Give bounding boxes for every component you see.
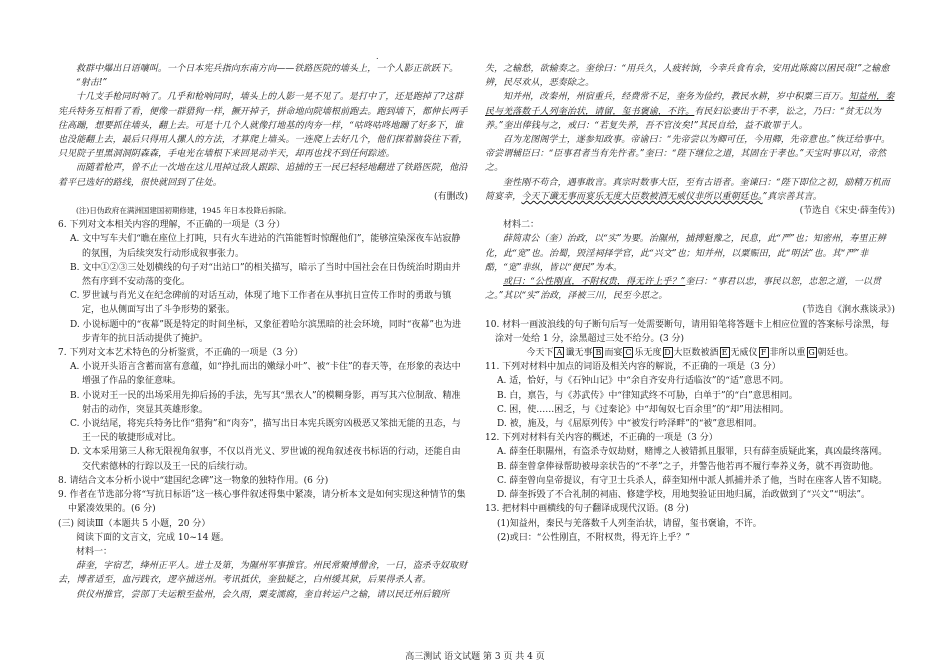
story-paragraph: 救群中爆出日语嚷叫。一个日本宪兵指向东南方向——铁路医院的墙头上，一个人影正欲跃下。 bbox=[76, 64, 459, 74]
box-c[interactable]: C bbox=[625, 348, 632, 358]
question-10: 10. 材料一画波浪线的句子断句后写一处需要断句，请用铅笔将答题卡上相应位置的答案标号涂黑，每涂对一处给 1 分，涂黑超过三处不给分。(3 分) bbox=[485, 319, 890, 344]
question-13-part-2: (2)或曰：“公性刚直，不附权贵，得无许上乎？” bbox=[497, 532, 690, 543]
option-11d: D. 被，施及，与《屈原列传》中“被发行吟泽畔”的“被”意思相同。 bbox=[497, 419, 763, 430]
box-e[interactable]: E bbox=[720, 347, 730, 358]
option-12d: D. 薛奎拆毁了不合礼制的祠庙、修建学校，用地契验证田地归属，治政做到了“兴文”“明法”。 bbox=[497, 490, 871, 501]
material-1-text: 供仪州推官，尝部丁夫运粮至盐州，会久雨，粟麦濡腐，奎自转运户之输，请以民迁州后锻所 bbox=[76, 589, 450, 600]
underlined-sentence-1: 知益州，秦民与羌落数千人列奎治状，请留，玺书褒谕，不许。 bbox=[485, 92, 895, 117]
material-1-text: 失，之输愁，欲输奏之。奎徐曰：“用兵久，人疲转饷，今幸兵食有余，安用此陈腐以困民哉!”之输愈辨，民尽欢从，恶奏除之。 bbox=[485, 64, 890, 89]
source-2: (节选自《涧水燕谈录》) bbox=[802, 305, 895, 316]
question-9: 9. 作者在节选部分将“写抗日标语”这一核心事件叙述得集中紧凑，请分析本文是如何实现这种情节的集中紧凑效果的。(6 分) bbox=[58, 490, 466, 515]
material-1-text: 薛奎，字宿艺，绛州正平人。进士及第，为隰州军事推官。州民常聚博僧舍，一日，盗杀寺奴取财去，博者适至，血污践衣，逻卒捕送州。考讯抵伏，奎独疑之，白州缓其狱，后果得杀人者。 bbox=[58, 561, 468, 586]
material-2-text: 薛简肃公（奎）治政，以“实”为要。治隰州，捕搏魁豫之，民息，此“严”也；知密州，寿里正辨化，此“宽”也。治蜀，毁淫祠择学官，此“兴文”也；知并州，以粟赈田，此“明法”也。其“严”非酷，“宽”非纵，皆以“便民”为本。 bbox=[485, 234, 886, 273]
question-11: 11. 下列对材料中加点的词语及相关内容的解说，不正确的一项是（3 分） bbox=[485, 362, 781, 373]
box-d[interactable]: D bbox=[664, 348, 671, 358]
material-1-text: 知并州，改秦州，州宿重兵，经费常不足，奎务为俭约，教民水耕，岁中积粟三百万。知益州，秦民与羌落数千人列奎治状，请留，玺书褒谕，不许。有民妇讼妻出于不孝，讼之，乃曰：“贫无以为养。”奎出俸钱与之，戒曰：“若复失养，吾不官汝矣!”其民自给，益不敢罪于人。 bbox=[485, 92, 895, 131]
box-g[interactable]: G bbox=[808, 348, 815, 358]
box-a[interactable]: A bbox=[554, 347, 564, 358]
option-12c: C. 薛奎曾向皇帝提议，有守卫士兵杀人，薛奎知州中派人抓捕并杀了他，当时在座客人皆不知晓。 bbox=[497, 475, 888, 486]
material-2-label: 材料二： bbox=[503, 220, 540, 231]
option-7b: B. 小说对王一民的出场采用先抑后扬的手法，先写其“黑衣人”的模糊身影，再写其六位制敌、精准射击的动作，突显其英雄形象。 bbox=[70, 390, 461, 415]
segmentation-line: 今天下 A 谶无事 B 而宴 C 乐无度 D 大臣数被酒 E 无威仪 F 非所以重 G 朝廷也。 bbox=[526, 348, 854, 359]
source-1: (节选自《宋史·薛奎传》) bbox=[799, 206, 895, 217]
box-b[interactable]: B bbox=[593, 347, 603, 358]
option-7c: C. 小说结尾，将宪兵特务比作“猎狗”和“肉夯”，描写出日本宪兵既穷凶极恶又笨拙无能的丑态，与王一民的敏捷形成对比。 bbox=[70, 419, 461, 444]
option-7d: D. 文本采用第三人称无限视角叙事，不仅以肖光义、罗世诚的视角叙述夜书标语的行动，还能自由交代索德林的行踪以及王一民的后续行动。 bbox=[70, 447, 461, 472]
material-1-text: 召为龙图阁学士，遂参知政事。帝谕曰：“先帝尝以为卿可任，今用卿，先帝意也。”恢迁给事中。帝尝谓辅臣曰：“臣事君者当有先忤者。”奎曰：“陛下继位之道，其固在于孝也。”天宝时事以对，帝然之。 bbox=[485, 135, 891, 174]
right-column bbox=[485, 62, 895, 545]
question-8: 8. 请结合文本分析小说中“建国纪念碑”这一物象的独特作用。(6 分) bbox=[58, 475, 329, 486]
question-6: 6. 下列对文本相关内容的理解，不正确的一项是（3 分） bbox=[58, 220, 286, 231]
option-6d: D. 小说标题中的“夜幕”既是特定的时间坐标，又象征着哈尔滨黑暗的社会环境，同时“夜幕”也为进步青年的抗日活动提供了掩护。 bbox=[70, 319, 462, 344]
question-13-part-1: (1)知益州，秦民与羌落数千人列奎治状，请留，玺书褒谕，不许。 bbox=[497, 518, 762, 529]
option-6b: B. 文中①②③三处划横线的句子对“出站口”的相关描写，暗示了当时中国社会在日伪统治时期由并然有序到不安动荡的变化。 bbox=[70, 262, 461, 288]
story-paragraph: “射击!” bbox=[76, 78, 108, 89]
box-f[interactable]: F bbox=[759, 347, 769, 358]
option-7a: A. 小说开头语言含蓄而富有意蕴，如“挣扎而出的嫩绿小叶”、被“卡住”的春天等，在形象的表达中增强了作品的象征意味。 bbox=[70, 362, 461, 387]
wavy-sentence: 今天下谶无事而宴乐无度大臣数被酒无威仪非所以重朝廷也。 bbox=[521, 191, 763, 202]
option-11c: C. 困，使……困乏，与《过秦论》中“却匈奴七百余里”的“却”用法相同。 bbox=[497, 404, 789, 415]
option-12b: B. 薛奎曾拿俸禄帮助被母亲状告的“不孝”之子，并警告他若再不履行奉养义务，就不再资助他。 bbox=[497, 461, 879, 472]
material-1-label: 材料一： bbox=[76, 546, 113, 557]
option-11a: A. 适，恰好，与《石钟山记》中“余自齐安舟行适临汝”的“适”意思不同。 bbox=[497, 376, 789, 387]
question-12: 12. 下列对材料有关内容的概述，不正确的一项是（3 分） bbox=[485, 433, 718, 444]
option-6a: A. 文中写车夫们“瞧在座位上打盹，只有火车进站的汽笛能暂时惊醒他们”，能够渲染深夜车站寂静的氛围，为后续突发行动形成叙事张力。 bbox=[70, 234, 461, 259]
option-6c: C. 罗世诚与肖光义在纪念碑前的对话互动，体现了地下工作者在从事抗日宣传工作时的勇敢与镇定，也从侧面写出了斗争形势的紧张。 bbox=[70, 291, 452, 316]
material-2-text: 或曰：“公性刚直，不附权贵，得无许上乎？”奎曰：“事君以忠，事民以恕，忠恕之道，一以贯之。”其以“实”治政，泽被三川，民至今思之。 bbox=[485, 277, 882, 302]
question-7: 7. 下列对文本艺术特色的分析鉴赏，不正确的一项是（3 分） bbox=[58, 348, 304, 359]
underlined-sentence-2: 或曰：“公性刚直，不附权贵，得无许上乎？” bbox=[503, 277, 686, 288]
story-paragraph: 而随着枪声，曾不止一次地在这儿甩掉过敌人跟踪、追捕的王一民已轻轻地翻进了铁路医院，他沿着平已选好的路线，很快就回到了住处。 bbox=[58, 163, 468, 188]
story-paragraph: 十几支手枪同时响了。几乎和枪响同时，墙头上的人影一晃不见了。是打中了，还是跑掉了?这群宪兵特务互相看了看，便像一群猎狗一样，撅开掉子，拼命地向院墙根前跑去。跑到墙下，都伸长两手往高蹦，想要抓住墙头，翻上去。可是十几个人就像打地基的肉夯一样，“咕咚咕咚地蹦了好多下，谁也没能翻上去，最后只得用人摞人的方法，才算爬上墙头。一连爬上去好几个，他们探着脑袋往下看，只见院子里黑洞洞阴森森，手电光在墙根下来回晃动半天，却再也找不到任何踪迹。 bbox=[58, 92, 468, 160]
page-footer: 高三测试 语文试题 第 3 页 共 4 页 bbox=[405, 652, 545, 662]
left-column bbox=[58, 62, 468, 602]
footnote: (注)日伪政府在满洲国建国初期修建，1945 年日本投降后拆除。 bbox=[76, 206, 291, 216]
material-1-text: 奎性刚不苟合，遇事敢言。真宗时数事大臣，至有古语者。奎谏曰：“陛下即位之初，励精万机而简宴幸，今天下谶无事而宴乐无度大臣数被酒无威仪非所以重朝廷也。”真宗善其言。 bbox=[485, 177, 890, 202]
option-12a: A. 薛奎任职隰州，有盗杀寺奴劫财，赌博之人被错抓且服罪，只有薛奎质疑此案，真凶最终落网。 bbox=[497, 447, 888, 458]
question-13: 13. 把材料中画横线的句子翻译成现代汉语。(8 分) bbox=[485, 504, 689, 515]
section-instruction: 阅读下面的文言文，完成 10~14 题。 bbox=[76, 532, 230, 543]
stray-mark: . bbox=[376, 52, 379, 61]
deletion-note: (有删改) bbox=[433, 191, 468, 202]
section-heading: (三) 阅读Ⅲ（本题共 5 小题，20 分） bbox=[58, 518, 211, 529]
option-11b: B. 白，禀告，与《苏武传》中“律知武终不可胁，白单于”的“白”意思相同。 bbox=[497, 390, 798, 401]
